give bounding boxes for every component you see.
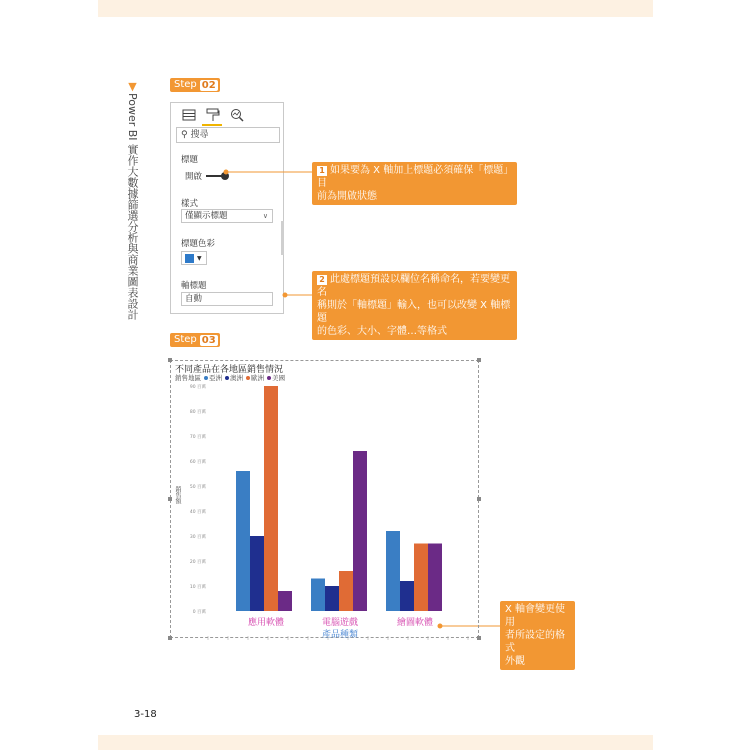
sidebar-book-title: ▼Power BI 實作大數據篩選分析與商業圖表設計 [126, 80, 139, 321]
axis-title-label: 軸標題 [181, 281, 207, 291]
bar[interactable] [428, 544, 442, 612]
y-tick-label: 60 百萬 [189, 460, 206, 465]
y-tick-label: 0 百萬 [192, 610, 206, 615]
bar[interactable] [414, 544, 428, 612]
search-icon: ⚲ [181, 130, 188, 140]
legend-item: 亞洲 [204, 373, 222, 382]
bar[interactable] [311, 579, 325, 612]
bar[interactable] [400, 581, 414, 611]
x-category-label: 繪圖軟體 [396, 618, 433, 628]
caret-down-icon: ▼ [197, 254, 202, 262]
y-tick-label: 70 百萬 [189, 435, 206, 440]
bar[interactable] [339, 571, 353, 611]
bar[interactable] [353, 451, 367, 611]
title-toggle[interactable]: 開啟 [185, 170, 226, 182]
legend-item: 歐洲 [246, 373, 264, 382]
y-tick-label: 30 百萬 [189, 535, 206, 540]
legend-item: 美國 [267, 373, 285, 382]
callout-2: 2 此處標題預設以欄位名稱命名，若要變更名 稱則於「軸標題」輸入，也可以改變 X 軸標題 的色彩、大小、字體…等格式 [312, 271, 517, 340]
legend-title: 銷售地區 [175, 374, 201, 382]
x-axis-title: 產品種類 [321, 630, 358, 640]
y-tick-label: 90 百萬 [189, 385, 206, 390]
chevron-down-icon: ∨ [262, 212, 268, 220]
title-section-label: 標題 [181, 155, 199, 165]
y-tick-label: 40 百萬 [189, 510, 206, 515]
bar[interactable] [264, 386, 278, 611]
callout-3: X 軸會變更使用 者所設定的格式 外觀 [500, 601, 575, 670]
y-tick-label: 20 百萬 [189, 560, 206, 565]
title-color-label: 標題色彩 [181, 239, 216, 249]
callout-1: 1 如果要為 X 軸加上標題必須確保「標題」目 前為開啟狀態 [312, 162, 517, 205]
legend-item: 澳洲 [225, 373, 243, 382]
step-02-label: Step 02 [170, 78, 220, 92]
chart-title: 不同產品在各地區銷售情況 [175, 365, 284, 375]
bar[interactable] [386, 531, 400, 611]
x-category-label: 電腦遊戲 [321, 618, 358, 628]
style-label: 樣式 [181, 199, 199, 209]
search-input[interactable]: ⚲ 搜尋 [176, 127, 280, 143]
step-03-label: Step 03 [170, 333, 220, 347]
x-category-label: 應用軟體 [247, 618, 284, 628]
y-tick-label: 10 百萬 [189, 585, 206, 590]
style-dropdown[interactable]: 僅顯示標題 ∨ [181, 209, 273, 223]
bar[interactable] [325, 586, 339, 611]
axis-title-input[interactable]: 自動 [181, 292, 273, 306]
bar[interactable] [250, 536, 264, 611]
triangle-icon: ▼ [126, 80, 139, 93]
y-tick-label: 50 百萬 [189, 485, 206, 490]
bar[interactable] [278, 591, 292, 611]
y-tick-label: 80 百萬 [189, 410, 206, 415]
y-axis-title: 銷售額 [174, 486, 181, 504]
page-number: 3-18 [134, 709, 157, 720]
bar[interactable] [236, 471, 250, 611]
